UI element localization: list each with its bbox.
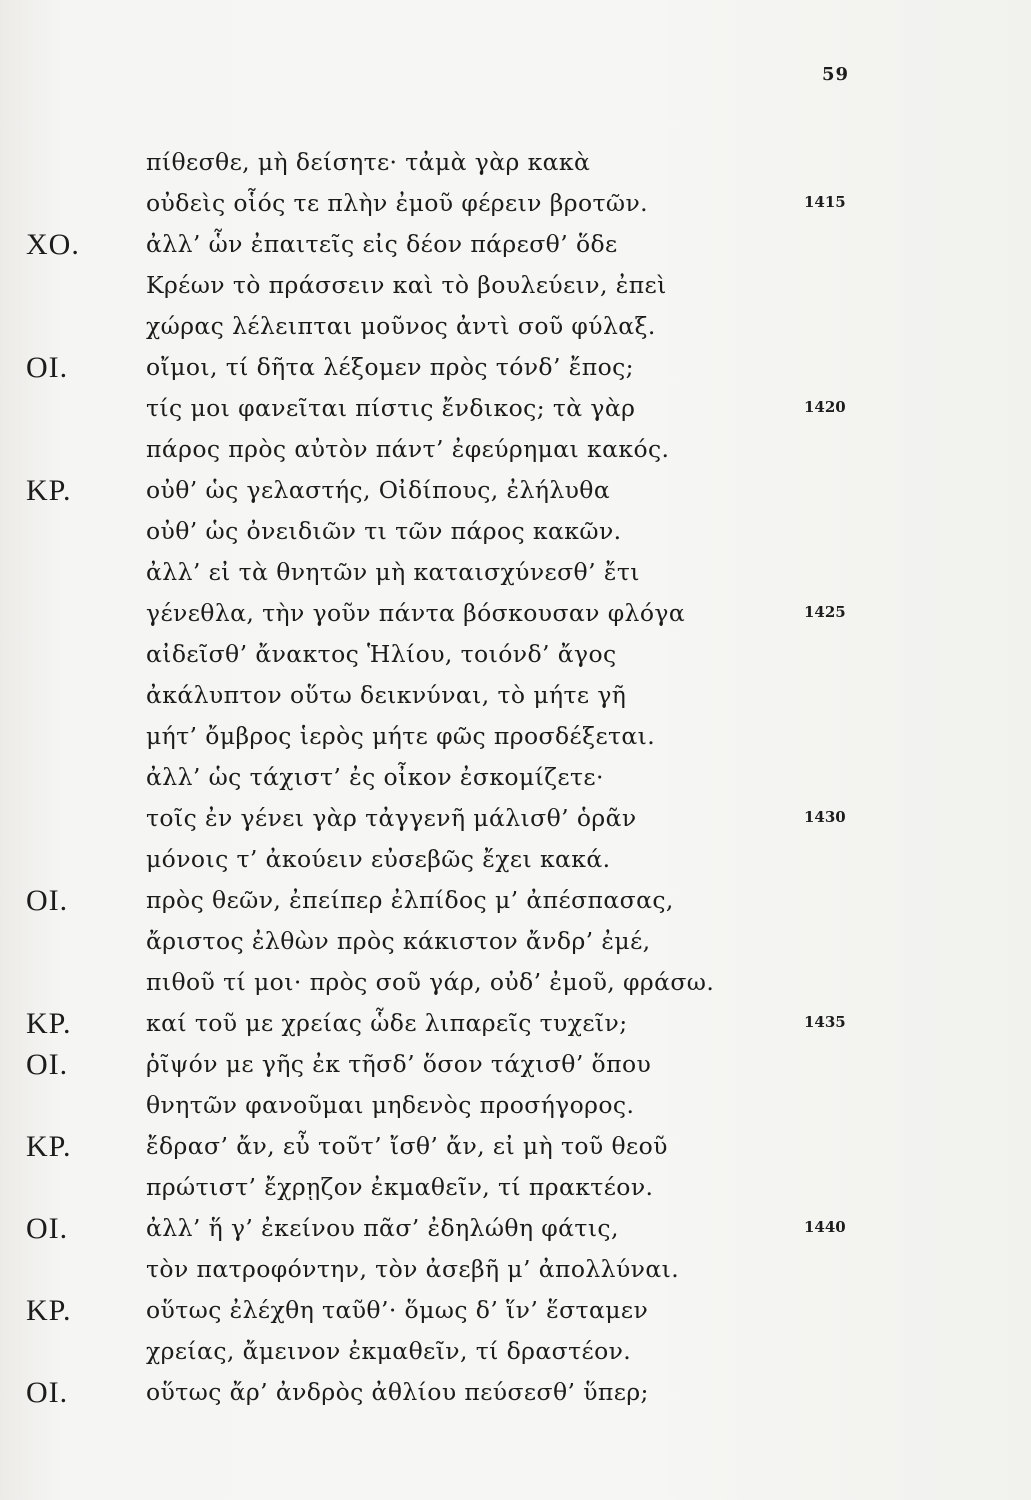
verse-line xyxy=(0,306,1031,347)
verse-text: τοῖς ἐν γένει γὰρ τἀγγενῆ μάλισθ’ ὁρᾶν xyxy=(146,804,637,832)
verse-line xyxy=(0,716,1031,757)
verse-line xyxy=(0,1331,1031,1372)
speaker-label: ΚΡ. xyxy=(26,1294,72,1327)
line-number: 1430 xyxy=(804,808,846,826)
verse-text: τίς μοι φανεῖται πίστις ἔνδικος; τὰ γὰρ xyxy=(146,394,636,422)
verse-line xyxy=(0,388,1031,429)
verse-text: ῥῖψόν με γῆς ἐκ τῆσδ’ ὅσον τάχισθ’ ὅπου xyxy=(146,1050,652,1078)
verse-line xyxy=(0,634,1031,675)
verse-text: πάρος πρὸς αὐτὸν πάντ’ ἐφεύρημαι κακός. xyxy=(146,435,670,463)
verse-text: ἀλλ’ ὡς τάχιστ’ ἐς οἶκον ἐσκομίζετε· xyxy=(146,763,604,791)
verse-line xyxy=(0,962,1031,1003)
verse-line xyxy=(0,1044,1031,1085)
verse-line xyxy=(0,921,1031,962)
verse-line xyxy=(0,1290,1031,1331)
speaker-label: ΚΡ. xyxy=(26,474,72,507)
verse-text: αἰδεῖσθ’ ἄνακτος Ἡλίου, τοιόνδ’ ἄγος xyxy=(146,640,617,668)
verse-line xyxy=(0,347,1031,388)
speaker-label: ΚΡ. xyxy=(26,1130,72,1163)
page-number: 59 xyxy=(821,64,849,85)
verse-text: οἴμοι, τί δῆτα λέξομεν πρὸς τόνδ’ ἔπος; xyxy=(146,353,634,381)
verse-line xyxy=(0,593,1031,634)
verse-text: πρὸς θεῶν, ἐπείπερ ἐλπίδος μ’ ἀπέσπασας, xyxy=(146,886,674,914)
verse-line xyxy=(0,1003,1031,1044)
verse-text: ἀλλ’ εἰ τὰ θνητῶν μὴ καταισχύνεσθ’ ἔτι xyxy=(146,558,640,586)
verse-text: οὐθ’ ὡς γελαστής, Οἰδίπους, ἐλήλυθα xyxy=(146,476,611,504)
verse-line xyxy=(0,552,1031,593)
line-number: 1440 xyxy=(804,1218,846,1236)
speaker-label: ΟΙ. xyxy=(26,1048,69,1081)
verse-line xyxy=(0,1208,1031,1249)
verse-block xyxy=(0,142,1031,1413)
verse-line xyxy=(0,1085,1031,1126)
verse-line xyxy=(0,1167,1031,1208)
verse-text: μήτ’ ὄμβρος ἱερὸς μήτε φῶς προσδέξεται. xyxy=(146,722,656,750)
verse-text: ἄριστος ἐλθὼν πρὸς κάκιστον ἄνδρ’ ἐμέ, xyxy=(146,927,651,955)
verse-text: πρώτιστ’ ἔχρῃζον ἐκμαθεῖν, τί πρακτέον. xyxy=(146,1173,654,1201)
verse-text: πιθοῦ τί μοι· πρὸς σοῦ γάρ, οὐδ’ ἐμοῦ, φράσω. xyxy=(146,968,715,996)
verse-line xyxy=(0,798,1031,839)
verse-line xyxy=(0,183,1031,224)
verse-line xyxy=(0,839,1031,880)
verse-line xyxy=(0,1126,1031,1167)
verse-line xyxy=(0,675,1031,716)
verse-line xyxy=(0,265,1031,306)
verse-line xyxy=(0,1249,1031,1290)
line-number: 1415 xyxy=(804,193,846,211)
verse-text: ἀκάλυπτον οὕτω δεικνύναι, τὸ μήτε γῆ xyxy=(146,681,627,709)
verse-text: οὐθ’ ὡς ὀνειδιῶν τι τῶν πάρος κακῶν. xyxy=(146,517,622,545)
verse-text: μόνοις τ’ ἀκούειν εὐσεβῶς ἔχει κακά. xyxy=(146,845,611,873)
verse-text: οὕτως ἐλέχθη ταῦθ’· ὅμως δ’ ἵν’ ἕσταμεν xyxy=(146,1296,649,1324)
verse-text: οὕτως ἄρ’ ἀνδρὸς ἀθλίου πεύσεσθ’ ὕπερ; xyxy=(146,1378,649,1406)
verse-line xyxy=(0,511,1031,552)
verse-text: Κρέων τὸ πράσσειν καὶ τὸ βουλεύειν, ἐπεὶ xyxy=(146,271,667,299)
verse-text: θνητῶν φανοῦμαι μηδενὸς προσήγορος. xyxy=(146,1091,635,1119)
verse-line xyxy=(0,1372,1031,1413)
speaker-label: ΟΙ. xyxy=(26,1376,69,1409)
verse-text: ἔδρασ’ ἄν, εὖ τοῦτ’ ἴσθ’ ἄν, εἰ μὴ τοῦ θεοῦ xyxy=(146,1132,668,1160)
verse-text: οὐδεὶς οἷός τε πλὴν ἐμοῦ φέρειν βροτῶν. xyxy=(146,189,649,217)
verse-text: χώρας λέλειπται μοῦνος ἀντὶ σοῦ φύλαξ. xyxy=(146,312,656,340)
verse-text: πίθεσθε, μὴ δείσητε· τἀμὰ γὰρ κακὰ xyxy=(146,148,591,176)
line-number: 1420 xyxy=(804,398,846,416)
line-number: 1435 xyxy=(804,1013,846,1031)
speaker-label: ΟΙ. xyxy=(26,1212,69,1245)
verse-line xyxy=(0,224,1031,265)
line-number: 1425 xyxy=(804,603,846,621)
verse-line xyxy=(0,470,1031,511)
verse-line xyxy=(0,142,1031,183)
speaker-label: ΟΙ. xyxy=(26,884,69,917)
verse-text: καί τοῦ με χρείας ὧδε λιπαρεῖς τυχεῖν; xyxy=(146,1009,628,1037)
verse-text: γένεθλα, τὴν γοῦν πάντα βόσκουσαν φλόγα xyxy=(146,599,686,627)
verse-line xyxy=(0,880,1031,921)
verse-text: ἀλλ’ ἥ γ’ ἐκείνου πᾶσ’ ἐδηλώθη φάτις, xyxy=(146,1214,619,1242)
speaker-label: ΚΡ. xyxy=(26,1007,72,1040)
verse-line xyxy=(0,757,1031,798)
verse-text: ἀλλ’ ὧν ἐπαιτεῖς εἰς δέον πάρεσθ’ ὅδε xyxy=(146,230,618,258)
speaker-label: ΟΙ. xyxy=(26,351,69,384)
verse-text: τὸν πατροφόντην, τὸν ἀσεβῆ μ’ ἀπολλύναι. xyxy=(146,1255,680,1283)
verse-line xyxy=(0,429,1031,470)
verse-text: χρείας, ἄμεινον ἐκμαθεῖν, τί δραστέον. xyxy=(146,1337,632,1365)
speaker-label: ΧΟ. xyxy=(26,228,80,261)
